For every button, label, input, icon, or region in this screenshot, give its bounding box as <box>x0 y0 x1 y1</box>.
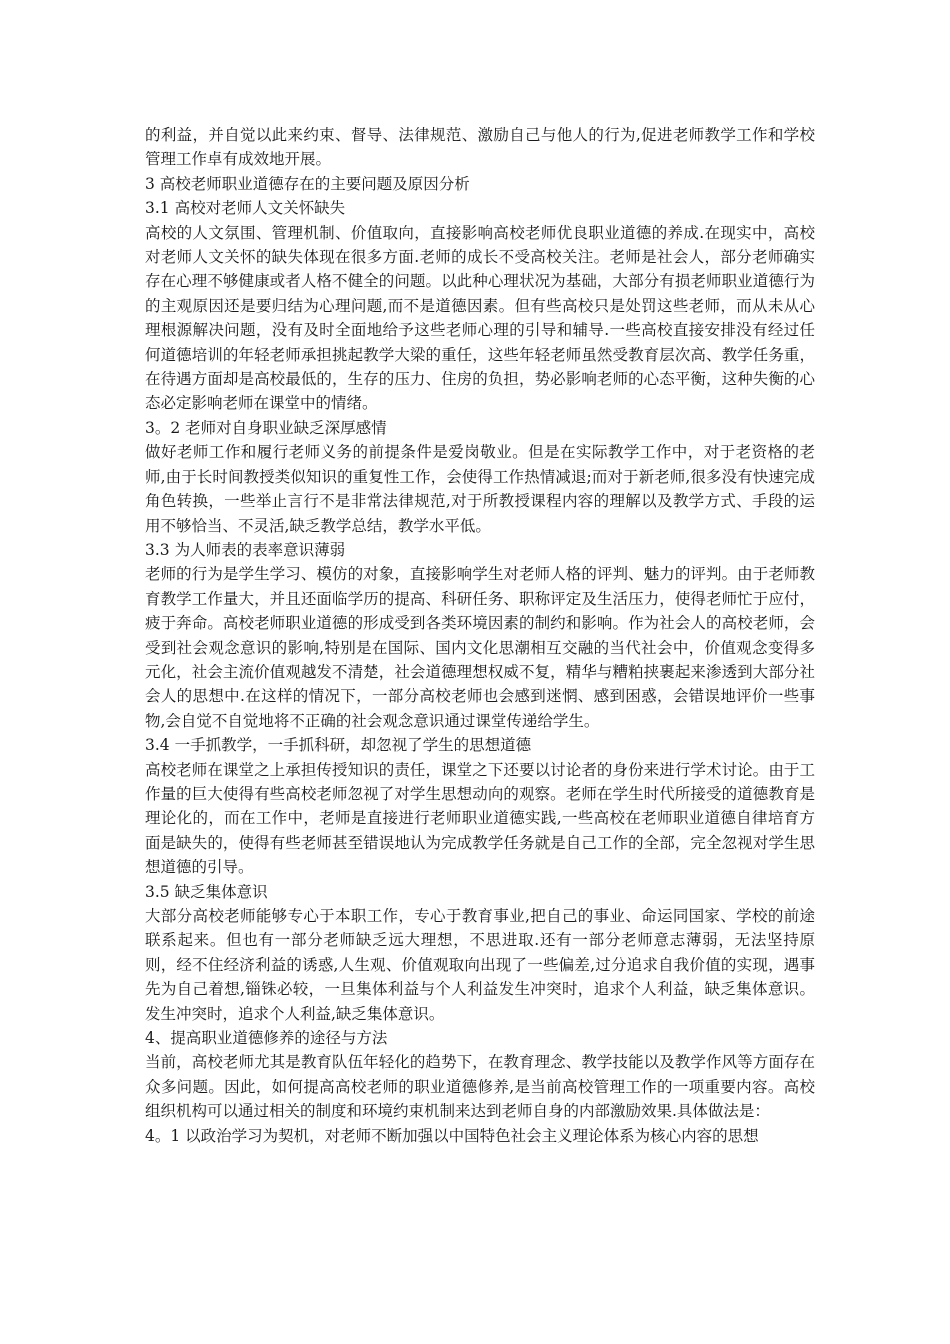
paragraph-3-4: 高校老师在课堂之上承担传授知识的责任，课堂之下还要以讨论者的身份来进行学术讨论。由于工作量的巨大使得有些高校老师忽视了对学生思想动向的观察。老师在学生时代所接受的道德教育是理论化的，而在工作中，老师是直接进行老师职业道德实践,一些高校在老师职业道德自律培育方面是缺失的，使得有些老师甚至错误地认为完成教学任务就是自己工作的全部，完全忽视对学生思想道德的引导。 <box>145 760 815 877</box>
section-heading-3: 3 高校老师职业道德存在的主要问题及原因分析 <box>145 174 470 193</box>
subsection-heading-3-5: 3.5 缺乏集体意识 <box>145 882 268 901</box>
paragraph-3-1: 高校的人文氛围、管理机制、价值取向，直接影响高校老师优良职业道德的养成.在现实中，高校对老师人文关怀的缺失体现在很多方面.老师的成长不受高校关注。老师是社会人，部分老师确实存在心理不够健康或者人格不健全的问题。以此种心理状况为基础，大部分有损老师职业道德行为的主观原因还是要归结为心理问题,而不是道德因素。但有些高校只是处罚这些老师，而从未从心理根源解决问题，没有及时全面地给予这些老师心理的引导和辅导.一些高校直接安排没有经过任何道德培训的年轻老师承担挑起教学大梁的重任，这些年轻老师虽然受教育层次高、教学任务重，在待遇方面却是高校最低的，生存的压力、住房的负担，势必影响老师的心态平衡，这种失衡的心态必定影响老师在课堂中的情绪。 <box>145 223 815 413</box>
subsection-heading-4-1: 4。1 以政治学习为契机，对老师不断加强以中国特色社会主义理论体系为核心内容的思想 <box>145 1126 759 1145</box>
paragraph-3-2: 做好老师工作和履行老师义务的前提条件是爱岗敬业。但是在实际教学工作中，对于老资格的老师,由于长时间教授类似知识的重复性工作，会使得工作热情减退;而对于新老师,很多没有快速完成角色转换，一些举止言行不是非常法律规范,对于所教授课程内容的理解以及教学方式、手段的运用不够恰当、不灵活,缺乏教学总结，教学水平低。 <box>145 443 815 535</box>
subsection-heading-3-1: 3.1 高校对老师人文关怀缺失 <box>145 199 346 218</box>
subsection-heading-3-2: 3。2 老师对自身职业缺乏深厚感情 <box>145 418 387 437</box>
paragraph-3-5: 大部分高校老师能够专心于本职工作，专心于教育事业,把自己的事业、命运同国家、学校的前途联系起来。但也有一部分老师缺乏远大理想，不思进取.还有一部分老师意志薄弱，无法坚持原则，经不住经济利益的诱惑,人生观、价值观取向出现了一些偏差,过分追求自我价值的实现，遇事先为自己着想,锱铢必较，一旦集体利益与个人利益发生冲突时，追求个人利益，缺乏集体意识。发生冲突时，追求个人利益,缺乏集体意识。 <box>145 907 815 1023</box>
subsection-heading-3-3: 3.3 为人师表的表率意识薄弱 <box>145 540 346 559</box>
section-heading-4: 4、提高职业道德修养的途径与方法 <box>145 1029 388 1048</box>
subsection-heading-3-4: 3.4 一手抓教学，一手抓科研，却忽视了学生的思想道德 <box>145 736 532 755</box>
document-body <box>145 123 815 1148</box>
paragraph-4: 当前，高校老师尤其是教育队伍年轻化的趋势下，在教育理念、教学技能以及教学作风等方面存在众多问题。因此，如何提高高校老师的职业道德修养,是当前高校管理工作的一项重要内容。高校组织机构可以通过相关的制度和环境约束机制来达到老师自身的内部激励效果.具体做法是： <box>145 1053 815 1121</box>
paragraph-continuation: 的利益，并自觉以此来约束、督导、法律规范、激励自己与他人的行为,促进老师教学工作和学校管理工作卓有成效地开展。 <box>145 126 815 169</box>
paragraph-3-3: 老师的行为是学生学习、模仿的对象，直接影响学生对老师人格的评判、魅力的评判。由于老师教育教学工作量大，并且还面临学历的提高、科研任务、职称评定及生活压力，使得老师忙于应付，疲于奔命。高校老师职业道德的形成受到各类环境因素的制约和影响。作为社会人的高校老师，会受到社会观念意识的影响,特别是在国际、国内文化思潮相互交融的当代社会中，价值观念变得多元化，社会主流价值观越发不清楚，社会道德理想权威不复，精华与糟粕挟裹起来渗透到大部分社会人的思想中.在这样的情况下，一部分高校老师也会感到迷惘、感到困惑，会错误地评价一些事物,会自觉不自觉地将不正确的社会观念意识通过课堂传递给学生。 <box>145 565 815 730</box>
